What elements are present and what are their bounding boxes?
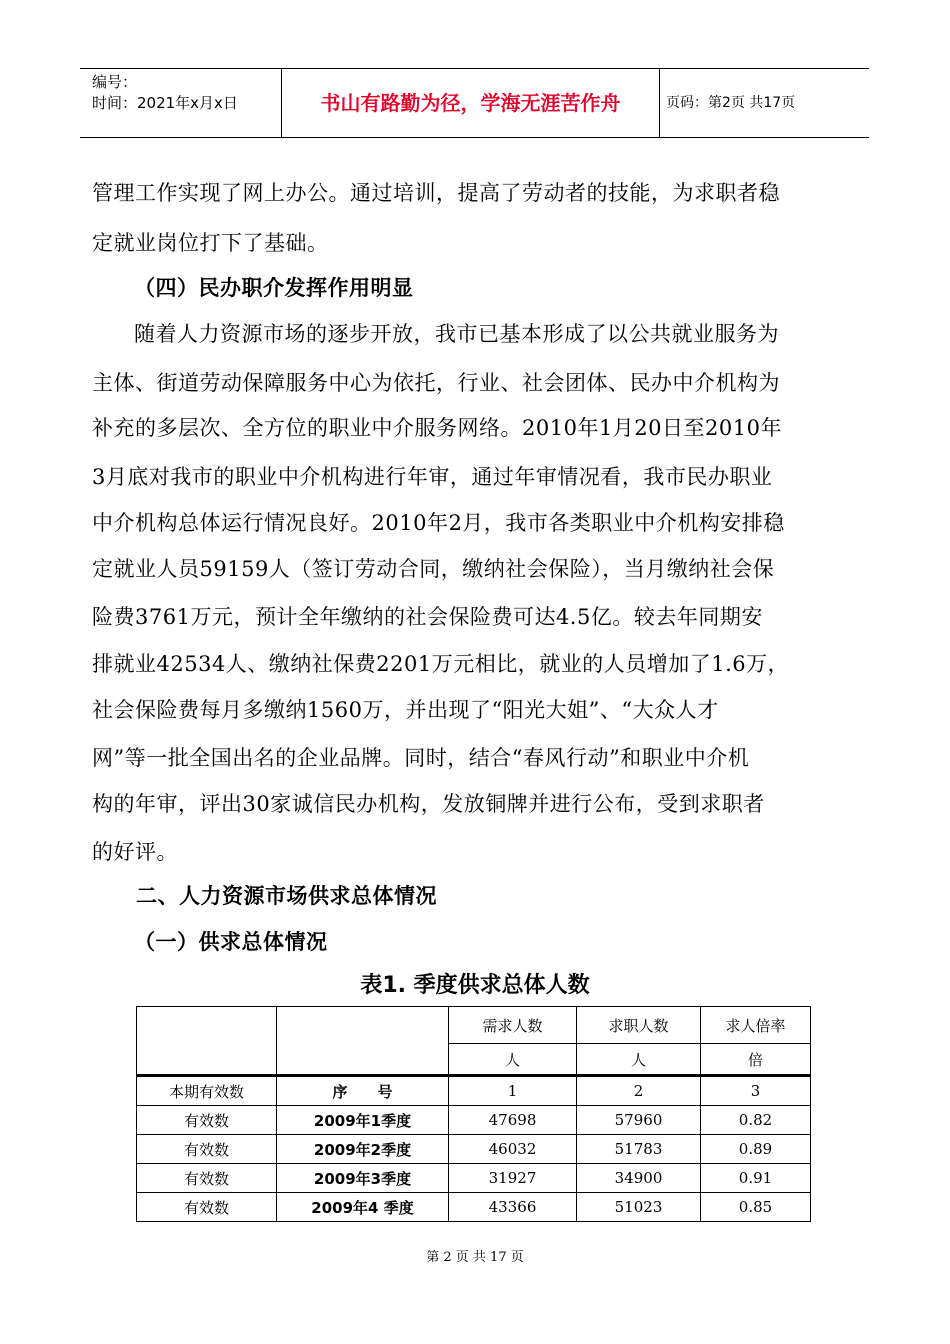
paragraph-line: 定就业岗位打下了基础。	[92, 231, 329, 255]
number-label: 编号：	[92, 73, 138, 91]
paragraph-line: 构的年审，评出30家诚信民办机构，发放铜牌并进行公布，受到求职者	[92, 792, 765, 816]
table-cell: 有效数	[137, 1106, 277, 1135]
table-cell: 2009年4 季度	[277, 1193, 449, 1222]
paragraph-line: 险费3761万元，预计全年缴纳的社会保险费可达4.5亿。较去年同期安	[92, 605, 763, 629]
table-cell: 43366	[449, 1193, 577, 1222]
column-header: 求职人数	[577, 1007, 701, 1044]
table-cell: 0.89	[701, 1135, 811, 1164]
table-cell: 2009年2季度	[277, 1135, 449, 1164]
table-cell: 有效数	[137, 1164, 277, 1193]
table-caption: 表1. 季度供求总体人数	[360, 973, 590, 998]
paragraph-line: 社会保险费每月多缴纳1560万，并出现了“阳光大姐”、“大众人才	[92, 698, 719, 722]
column-header: 需求人数	[449, 1007, 577, 1044]
paragraph-line: 3月底对我市的职业中介机构进行年审，通过年审情况看，我市民办职业	[92, 465, 773, 489]
table-cell: 本期有效数	[137, 1076, 277, 1106]
table-cell: 0.82	[701, 1106, 811, 1135]
column-unit: 倍	[701, 1044, 811, 1076]
table-cell: 31927	[449, 1164, 577, 1193]
table-header-row	[137, 1007, 811, 1044]
table-cell: 有效数	[137, 1135, 277, 1164]
table-cell: 51023	[577, 1193, 701, 1222]
page-header	[80, 68, 869, 138]
paragraph-line: 的好评。	[92, 840, 178, 864]
table-cell: 有效数	[137, 1193, 277, 1222]
header-page-info: 页码：第2页 共17页	[666, 95, 796, 111]
table-row	[137, 1164, 811, 1193]
table-cell: 0.85	[701, 1193, 811, 1222]
header-meta	[80, 69, 282, 137]
section-heading: （四）民办职介发挥作用明显	[134, 276, 414, 300]
table-cell: 0.91	[701, 1164, 811, 1193]
paragraph-line: 网”等一批全国出名的企业品牌。同时，结合“春风行动”和职业中介机	[92, 746, 750, 770]
column-unit: 人	[577, 1044, 701, 1076]
table-cell: 47698	[449, 1106, 577, 1135]
table-cell: 57960	[577, 1106, 701, 1135]
table-cell: 1	[449, 1076, 577, 1106]
table-cell: 2009年3季度	[277, 1164, 449, 1193]
paragraph-line: 补充的多层次、全方位的职业中介服务网络。2010年1月20日至2010年	[92, 416, 782, 440]
supply-demand-table	[136, 1006, 811, 1222]
section-heading: 二、人力资源市场供求总体情况	[136, 884, 437, 908]
table-corner-cell	[277, 1007, 449, 1076]
table-row	[137, 1193, 811, 1222]
header-motto: 书山有路勤为径，学海无涯苦作舟	[282, 69, 660, 137]
paragraph-line: 管理工作实现了网上办公。通过培训，提高了劳动者的技能，为求职者稳	[92, 181, 780, 205]
page-footer: 第 2 页 共 17 页	[426, 1250, 524, 1265]
table-cell: 51783	[577, 1135, 701, 1164]
paragraph-line: 随着人力资源市场的逐步开放，我市已基本形成了以公共就业服务为	[134, 322, 779, 346]
paragraph-line: 中介机构总体运行情况良好。2010年2月，我市各类职业中介机构安排稳	[92, 511, 785, 535]
table-cell: 3	[701, 1076, 811, 1106]
table-index-row	[137, 1076, 811, 1106]
paragraph-line: 排就业42534人、缴纳社保费2201万元相比，就业的人员增加了1.6万，	[92, 652, 790, 676]
table-corner-cell	[137, 1007, 277, 1076]
table-cell: 序 号	[277, 1076, 449, 1106]
table-cell: 46032	[449, 1135, 577, 1164]
paragraph-line: 主体、街道劳动保障服务中心为依托，行业、社会团体、民办中介机构为	[92, 371, 780, 395]
table-cell: 34900	[577, 1164, 701, 1193]
table-cell: 2	[577, 1076, 701, 1106]
table-row	[137, 1135, 811, 1164]
section-heading: （一）供求总体情况	[134, 930, 328, 954]
time-label: 时间：2021年x月x日	[92, 94, 238, 112]
paragraph-line: 定就业人员59159人（签订劳动合同，缴纳社会保险），当月缴纳社会保	[92, 557, 775, 581]
table-cell: 2009年1季度	[277, 1106, 449, 1135]
column-unit: 人	[449, 1044, 577, 1076]
table-row	[137, 1106, 811, 1135]
column-header: 求人倍率	[701, 1007, 811, 1044]
